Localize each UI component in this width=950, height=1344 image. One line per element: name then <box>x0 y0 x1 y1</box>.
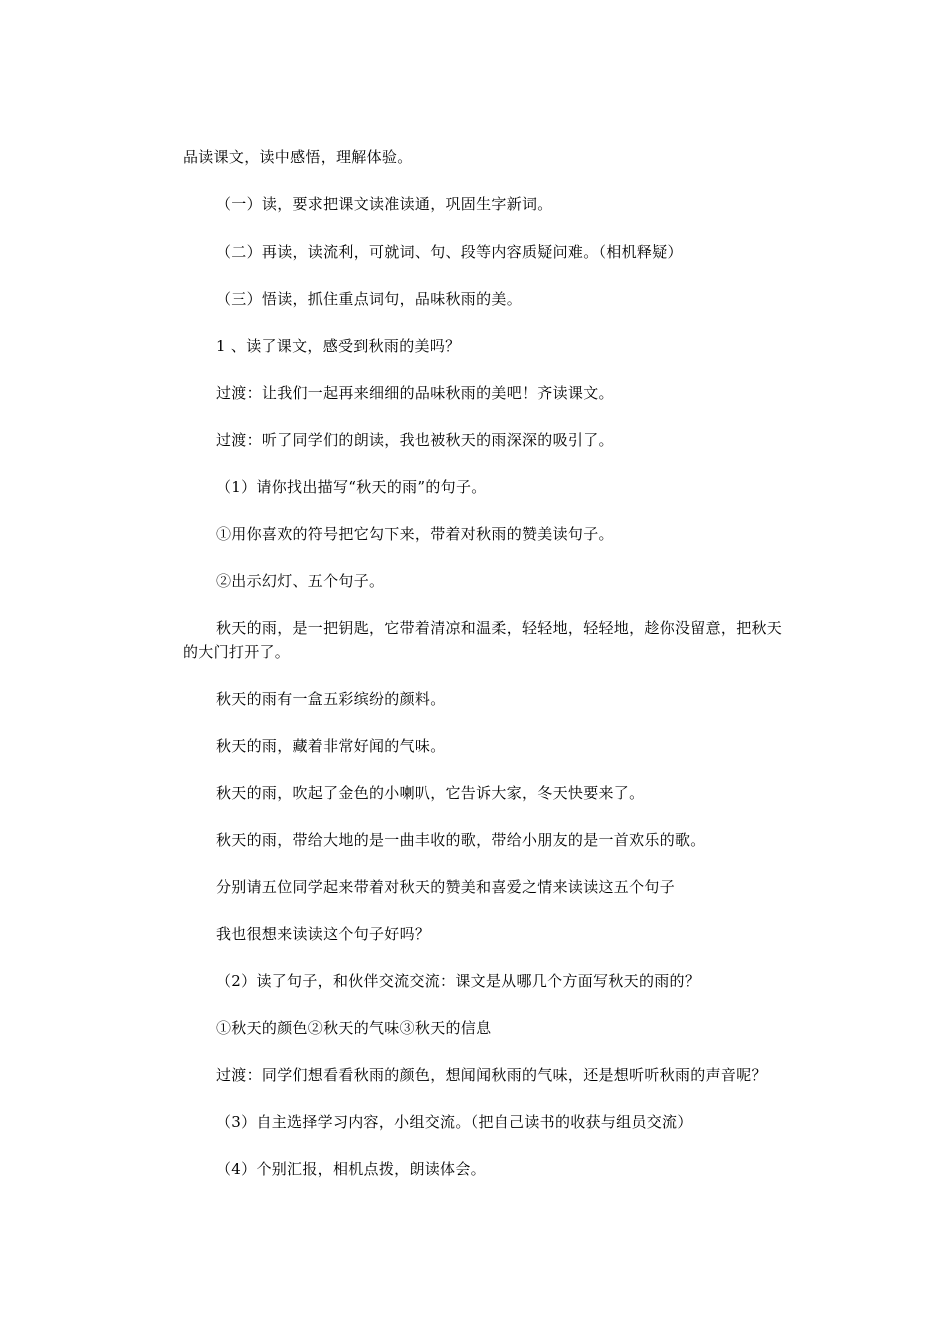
paragraph-question-1: 1 、读了课文，感受到秋雨的美吗？ <box>216 337 461 355</box>
paragraph-transition-1: 过渡：让我们一起再来细细的品味秋雨的美吧！齐读课文。 <box>216 384 614 402</box>
sentence-3: 秋天的雨，藏着非常好闻的气味。 <box>216 737 446 755</box>
paragraph-step-3: （三）悟读，抓住重点词句，品味秋雨的美。 <box>216 290 523 308</box>
paragraph-step-1: （一）读，要求把课文读准读通，巩固生字新词。 <box>216 195 553 213</box>
paragraph-intro: 品读课文，读中感悟，理解体验。 <box>183 148 413 166</box>
sentence-2: 秋天的雨有一盒五彩缤纷的颜料。 <box>216 690 446 708</box>
paragraph-task-1: （1）请你找出描写“秋天的雨”的句子。 <box>216 478 487 496</box>
paragraph-read-aloud: 分别请五位同学起来带着对秋天的赞美和喜爱之情来读读这五个句子 <box>216 878 676 896</box>
paragraph-step-2: （二）再读，读流利，可就词、句、段等内容质疑问难。（相机释疑） <box>216 243 683 261</box>
paragraph-subtask-1: ①用你喜欢的符号把它勾下来，带着对秋雨的赞美读句子。 <box>216 525 614 543</box>
paragraph-task-3: （3）自主选择学习内容，小组交流。（把自己读书的收获与组员交流） <box>216 1113 693 1131</box>
paragraph-subtask-2: ②出示幻灯、五个句子。 <box>216 572 385 590</box>
sentence-4: 秋天的雨，吹起了金色的小喇叭，它告诉大家，冬天快要来了。 <box>216 784 645 802</box>
paragraph-task-2: （2）读了句子，和伙伴交流交流：课文是从哪几个方面写秋天的雨的？ <box>216 972 701 990</box>
sentence-1-line-1: 秋天的雨，是一把钥匙，它带着清凉和温柔，轻轻地，轻轻地，趁你没留意，把秋天 <box>216 619 783 637</box>
paragraph-aspects: ①秋天的颜色②秋天的气味③秋天的信息 <box>216 1019 492 1037</box>
sentence-1-line-2: 的大门打开了。 <box>183 643 291 661</box>
paragraph-transition-2: 过渡：听了同学们的朗读，我也被秋天的雨深深的吸引了。 <box>216 431 614 449</box>
paragraph-task-4: （4）个别汇报，相机点拨，朗读体会。 <box>216 1160 486 1178</box>
paragraph-teacher-read: 我也很想来读读这个句子好吗？ <box>216 925 431 943</box>
paragraph-transition-3: 过渡：同学们想看看秋雨的颜色，想闻闻秋雨的气味，还是想听听秋雨的声音呢？ <box>216 1066 767 1084</box>
sentence-5: 秋天的雨，带给大地的是一曲丰收的歌，带给小朋友的是一首欢乐的歌。 <box>216 831 706 849</box>
